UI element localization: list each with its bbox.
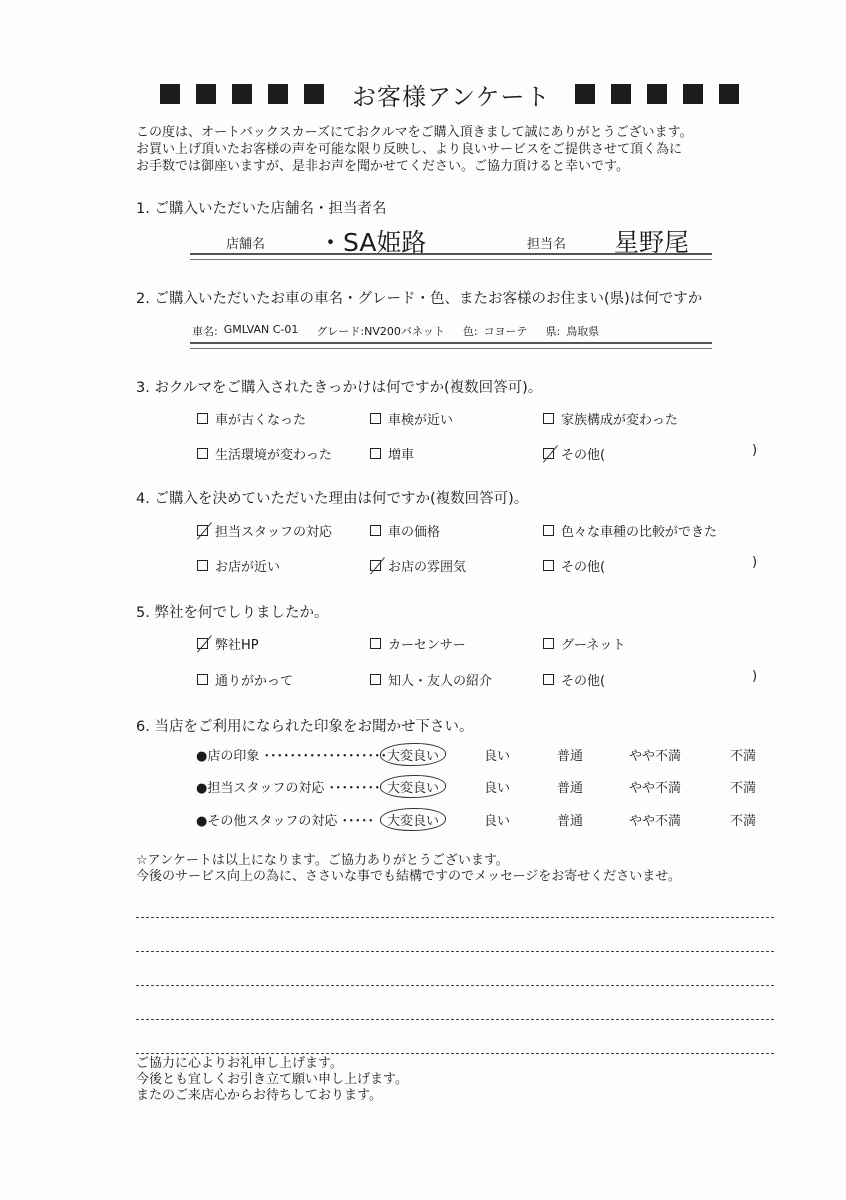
checkbox-icon[interactable]: [543, 638, 554, 649]
square-bullet-icon: [719, 84, 739, 104]
footer-line: ご協力に心よりお礼申し上げます。: [136, 1056, 343, 1071]
rating-option[interactable]: 不満: [730, 749, 757, 764]
rating-option-selected[interactable]: 大変良い: [380, 808, 446, 831]
intro-text: [136, 124, 693, 175]
checkbox-option[interactable]: [197, 409, 306, 428]
square-bullet-icon: [232, 84, 252, 104]
checkbox-label: お店が近い: [215, 560, 281, 575]
car-name-label: 車名:: [192, 325, 218, 338]
field-underline: [190, 253, 712, 260]
grade-label: グレード:: [316, 325, 365, 338]
rating-option[interactable]: 普通: [557, 749, 584, 764]
checkbox-option[interactable]: [370, 521, 440, 540]
checkbox-option[interactable]: [543, 670, 605, 689]
store-value[interactable]: ・SA姫路: [318, 228, 427, 257]
checkbox-icon[interactable]: [543, 413, 554, 424]
question-3: 3. おクルマをご購入されたきっかけは何ですか(複数回答可)。: [136, 380, 543, 396]
checkbox-checked-icon[interactable]: [543, 448, 554, 459]
color-label: 色:: [462, 325, 478, 338]
checkbox-option[interactable]: [197, 444, 332, 463]
field-underline: [190, 342, 712, 349]
question-1: 1. ご購入いただいた店舗名・担当者名: [136, 201, 387, 217]
rating-option[interactable]: やや不満: [629, 781, 682, 796]
checkbox-label: 車の価格: [388, 525, 441, 540]
question-2: 2. ご購入いただいたお車の車名・グレード・色、またお客様のお住まい(県)は何ですか: [136, 291, 703, 307]
rating-row-label: ●担当スタッフの対応 ････････: [196, 781, 381, 796]
intro-line: お手数では御座いますが、是非お声を聞かせてください。ご協力頂けると幸いです。: [136, 159, 629, 174]
prefecture-label: 県:: [545, 325, 561, 338]
footer-text: [136, 1056, 408, 1104]
checkbox-checked-icon[interactable]: [197, 638, 208, 649]
checkbox-icon[interactable]: [197, 560, 208, 571]
rating-row-label: ●店の印象 ･･･････････････････: [196, 749, 387, 764]
square-bullet-icon: [683, 84, 703, 104]
rating-row-label: ●その他スタッフの対応 ･････: [196, 814, 374, 829]
closing-line: ☆アンケートは以上になります。ご協力ありがとうございます。: [136, 853, 509, 868]
square-bullet-icon: [160, 84, 180, 104]
rating-option[interactable]: やや不満: [629, 749, 682, 764]
checkbox-icon[interactable]: [197, 413, 208, 424]
message-line[interactable]: [136, 951, 774, 952]
question-4: 4. ご購入を決めていただいた理由は何ですか(複数回答可)。: [136, 491, 529, 507]
car-name-value[interactable]: GMLVAN C-01: [223, 323, 299, 336]
checkbox-icon[interactable]: [543, 560, 554, 571]
rating-option[interactable]: 不満: [730, 781, 757, 796]
rating-option[interactable]: 良い: [484, 749, 511, 764]
checkbox-label: グーネット: [561, 638, 626, 653]
checkbox-label: 増車: [388, 448, 415, 463]
checkbox-icon[interactable]: [370, 448, 381, 459]
checkbox-option[interactable]: [370, 670, 492, 689]
checkbox-checked-icon[interactable]: [197, 525, 208, 536]
checkbox-option[interactable]: [543, 521, 717, 540]
color-value[interactable]: コヨーテ: [483, 325, 528, 338]
checkbox-option[interactable]: [197, 521, 332, 540]
checkbox-option[interactable]: [543, 556, 605, 575]
checkbox-icon[interactable]: [370, 525, 381, 536]
close-paren: ): [752, 555, 758, 570]
square-bullet-icon: [304, 84, 324, 104]
rating-option-selected[interactable]: 大変良い: [380, 775, 446, 798]
checkbox-icon[interactable]: [543, 674, 554, 685]
staff-label: 担当名: [527, 237, 567, 252]
checkbox-icon[interactable]: [197, 674, 208, 685]
question-6: 6. 当店をご利用になられた印象をお聞かせ下さい。: [136, 719, 474, 735]
car-info-row: [192, 323, 599, 339]
square-bullet-icon: [268, 84, 288, 104]
close-paren: ): [752, 669, 758, 684]
prefecture-value[interactable]: 鳥取県: [566, 325, 600, 338]
checkbox-icon[interactable]: [370, 638, 381, 649]
message-line[interactable]: [136, 985, 774, 986]
checkbox-option[interactable]: [543, 444, 605, 463]
checkbox-label: 担当スタッフの対応: [215, 525, 333, 540]
rating-option[interactable]: 不満: [730, 814, 757, 829]
checkbox-option[interactable]: [370, 634, 466, 653]
closing-line: 今後のサービス向上の為に、ささいな事でも結構ですのでメッセージをお寄せくださいませ。: [136, 869, 681, 884]
message-line[interactable]: [136, 917, 774, 918]
page-title: お客様アンケート: [352, 82, 551, 111]
store-label: 店舗名: [226, 237, 266, 252]
checkbox-label: その他(: [561, 560, 606, 575]
checkbox-label: その他(: [561, 448, 606, 463]
staff-value[interactable]: 星野尾: [614, 228, 690, 257]
square-bullet-icon: [647, 84, 667, 104]
question-5: 5. 弊社を何でしりましたか。: [136, 605, 329, 621]
checkbox-label: 知人・友人の紹介: [388, 674, 493, 689]
footer-line: 今後とも宜しくお引き立て願い申し上げます。: [136, 1072, 408, 1087]
footer-line: またのご来店心からお待ちしております。: [136, 1088, 382, 1103]
square-bullet-icon: [196, 84, 216, 104]
close-paren: ): [752, 443, 758, 458]
checkbox-label: 色々な車種の比較ができた: [561, 525, 718, 540]
checkbox-option[interactable]: [197, 634, 259, 653]
rating-option[interactable]: 良い: [484, 814, 511, 829]
checkbox-icon[interactable]: [370, 674, 381, 685]
checkbox-option[interactable]: [197, 556, 280, 575]
closing-text: [136, 853, 681, 885]
message-line[interactable]: [136, 1019, 774, 1020]
checkbox-label: 家族構成が変わった: [561, 413, 678, 428]
checkbox-label: カーセンサー: [388, 638, 466, 653]
intro-line: この度は、オートバックスカーズにておクルマをご購入頂きまして誠にありがとうございます。: [136, 125, 693, 140]
checkbox-option[interactable]: [370, 409, 453, 428]
checkbox-label: 生活環境が変わった: [215, 448, 332, 463]
rating-option[interactable]: 良い: [484, 781, 511, 796]
checkbox-icon[interactable]: [197, 448, 208, 459]
checkbox-option[interactable]: [543, 409, 678, 428]
checkbox-option[interactable]: [543, 634, 625, 653]
checkbox-label: 通りがかって: [215, 674, 294, 689]
rating-option[interactable]: やや不満: [629, 814, 682, 829]
title-row: [160, 78, 750, 110]
checkbox-label: 弊社HP: [215, 638, 259, 653]
checkbox-label: 車が古くなった: [215, 413, 307, 428]
rating-option-selected[interactable]: 大変良い: [380, 743, 446, 766]
grade-value[interactable]: NV200バネット: [364, 325, 445, 338]
checkbox-label: お店の雰囲気: [388, 560, 467, 575]
checkbox-icon[interactable]: [543, 525, 554, 536]
checkbox-checked-icon[interactable]: [370, 560, 381, 571]
checkbox-option[interactable]: [370, 444, 414, 463]
checkbox-icon[interactable]: [370, 413, 381, 424]
checkbox-label: 車検が近い: [388, 413, 454, 428]
checkbox-option[interactable]: [370, 556, 466, 575]
square-bullet-icon: [575, 84, 595, 104]
intro-line: お買い上げ頂いたお客様の声を可能な限り反映し、より良いサービスをご提供させて頂く為に: [136, 142, 683, 157]
rating-option[interactable]: 普通: [557, 781, 584, 796]
square-bullet-icon: [611, 84, 631, 104]
checkbox-option[interactable]: [197, 670, 293, 689]
checkbox-label: その他(: [561, 674, 606, 689]
message-line[interactable]: [136, 1053, 774, 1054]
rating-option[interactable]: 普通: [557, 814, 584, 829]
